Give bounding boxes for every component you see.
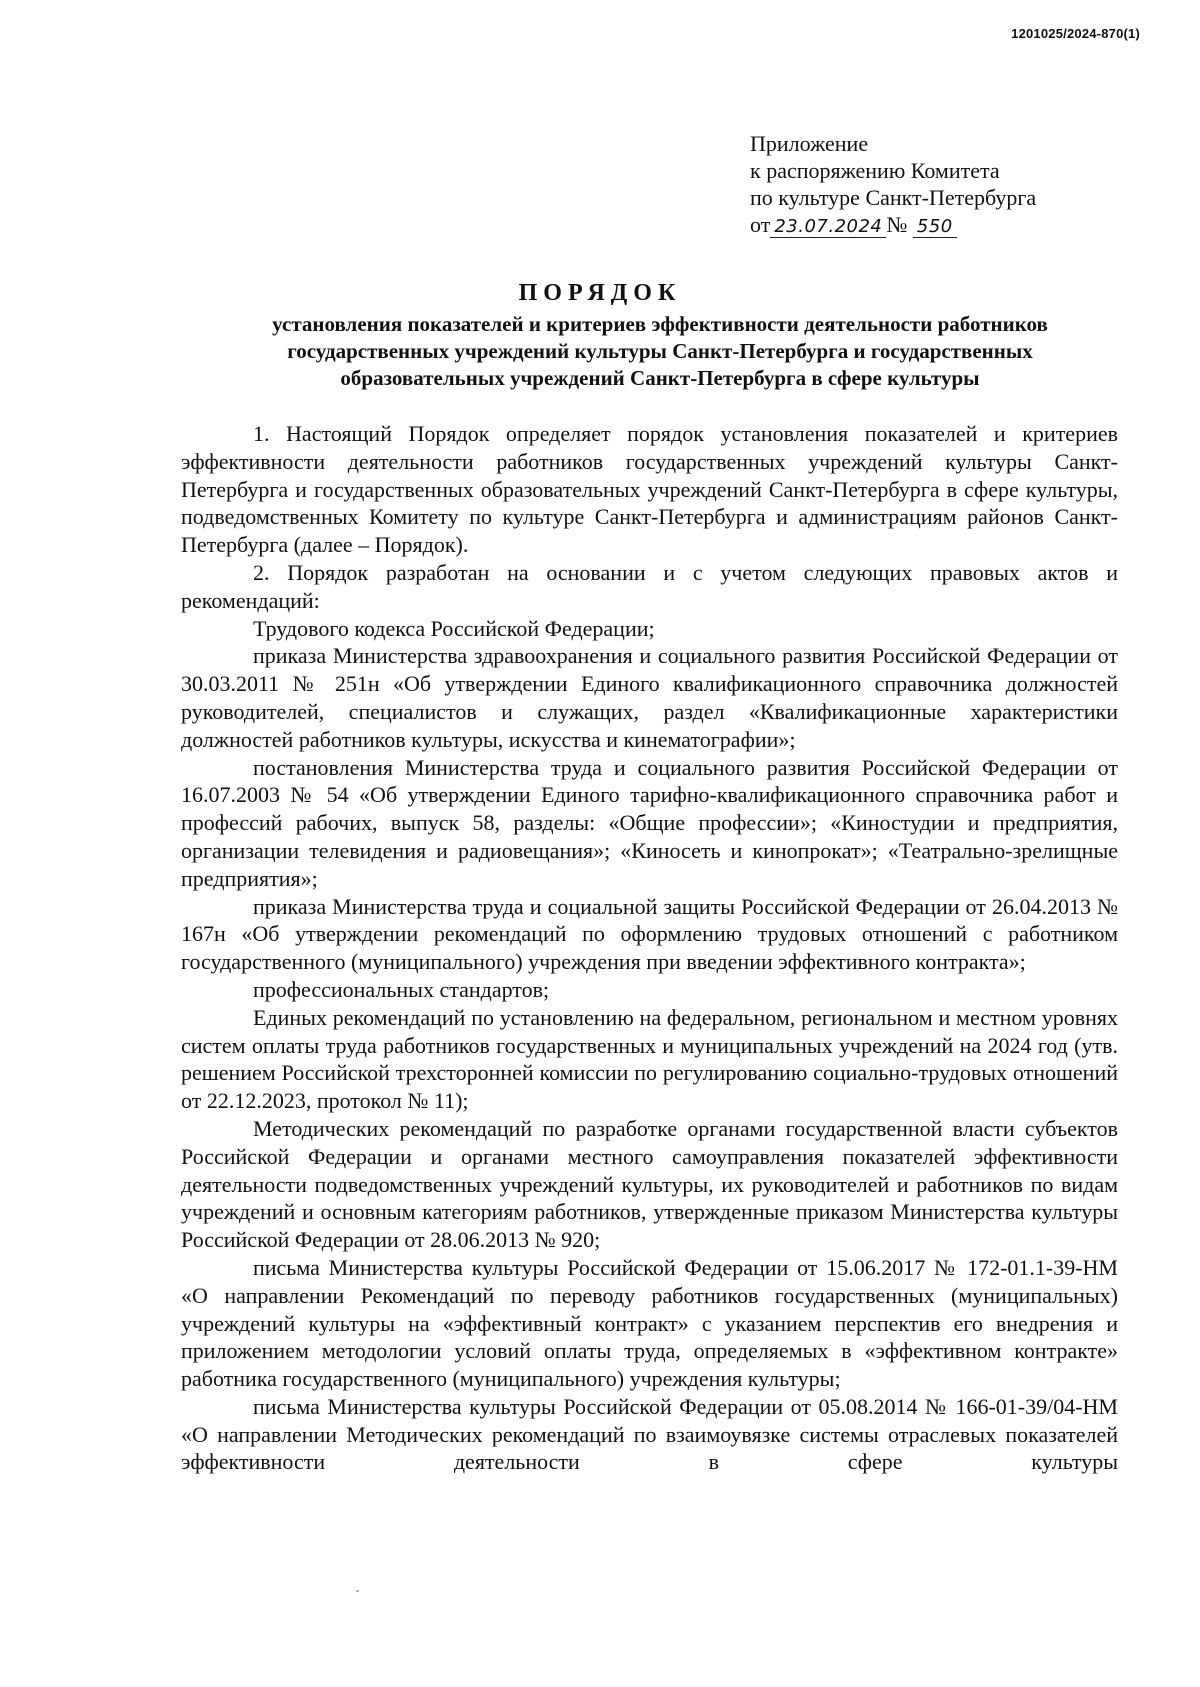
handwritten-date: 23.07.2024 xyxy=(770,216,886,238)
paragraph: приказа Министерства труда и социальной защиты Российской Федерации от 26.04.2013 № 167н «Об утверждении рекомендаций по оформлению трудовых отношений с работником государственного (муниципального) учреждения при введении эффективного контракта»; xyxy=(181,893,1118,975)
paragraph: Методических рекомендаций по разработке органами государственной власти субъектов Российской Федерации и органами местного самоуправления показателей эффективности деятельности подведомственных учреждений культуры, их руководителей и работников по видам учреждений и основным категориям работников, утвержденные приказом Министерства культуры Российской Федерации от 28.06.2013 № 920; xyxy=(181,1115,1118,1253)
scan-speck xyxy=(356,1590,359,1592)
document-body xyxy=(181,420,1118,1476)
annex-line-1: Приложение xyxy=(750,131,869,156)
paragraph: письма Министерства культуры Российской Федерации от 15.06.2017 № 172-01.1-39-НМ «О направлении Рекомендаций по переводу работников государственных (муниципальных) учреждений культуры на «эффективный контракт» с указанием перспектив его внедрения и приложением методологии условий оплаты труда, определяемых в «эффективном контракте» работника государственного (муниципального) учреждения культуры; xyxy=(181,1254,1118,1392)
handwritten-number: 550 xyxy=(913,216,957,238)
paragraph: приказа Министерства здравоохранения и социального развития Российской Федерации от 30.03.2011 № 251н «Об утверждении Единого квалификационного справочника должностей руководителей, специалистов и служащих, раздел «Квалификационные характеристики должностей работников культуры, искусства и кинематографии»; xyxy=(181,643,1118,752)
document-code: 1201025/2024-870(1) xyxy=(1011,26,1140,41)
paragraph: постановления Министерства труда и социального развития Российской Федерации от 16.07.2003 № 54 «Об утверждении Единого тарифно-квалификационного справочника работ и профессий рабочих, выпуск 58, разделы: «Общие профессии»; «Киностудии и предприятия, организации телевидения и радиовещания»; «Киносеть и кинопрокат»; «Театрально-зрелищные предприятия»; xyxy=(181,754,1118,891)
subtitle-line-2: государственных учреждений культуры Санкт-Петербурга и государственных xyxy=(287,339,1033,363)
document-subtitle xyxy=(190,311,1130,392)
paragraph: письма Министерства культуры Российской Федерации от 05.08.2014 № 166-01-39/04-НМ «О направлении Методических рекомендаций по взаимоувязке системы отраслевых показателей эффективности деятельности в сфере культуры xyxy=(181,1393,1118,1475)
document-title: ПОРЯДОК xyxy=(518,280,682,306)
paragraph: Трудового кодекса Российской Федерации; xyxy=(253,615,655,641)
annex-line-2: к распоряжению Комитета xyxy=(750,158,1000,183)
annex-date-line xyxy=(750,211,1036,240)
paragraph: профессиональных стандартов; xyxy=(253,976,550,1002)
annex-block xyxy=(750,130,1036,240)
annex-line-3: по культуре Санкт-Петербурга xyxy=(750,185,1037,210)
annex-from-prefix: от xyxy=(750,212,771,237)
subtitle-line-3: образовательных учреждений Санкт-Петербурга в сфере культуры xyxy=(340,366,980,390)
number-sign: № xyxy=(886,212,908,237)
subtitle-line-1: установления показателей и критериев эффективности деятельности работников xyxy=(272,312,1048,336)
paragraph: Единых рекомендаций по установлению на федеральном, региональном и местном уровнях систем оплаты труда работников государственных и муниципальных учреждений на 2024 год (утв. решением Российской трехсторонней комиссии по регулированию социально-трудовых отношений от 22.12.2023, протокол № 11); xyxy=(181,1004,1118,1114)
paragraph: 2. Порядок разработан на основании и с учетом следующих правовых актов и рекомендаций: xyxy=(181,559,1118,613)
paragraph: 1. Настоящий Порядок определяет порядок установления показателей и критериев эффективности деятельности работников государственных учреждений культуры Санкт-Петербурга и государственных образовательных учреждений Санкт-Петербурга в сфере культуры, подведомственных Комитету по культуре Санкт-Петербурга и администрациям районов Санкт-Петербурга (далее – Порядок). xyxy=(181,421,1118,558)
